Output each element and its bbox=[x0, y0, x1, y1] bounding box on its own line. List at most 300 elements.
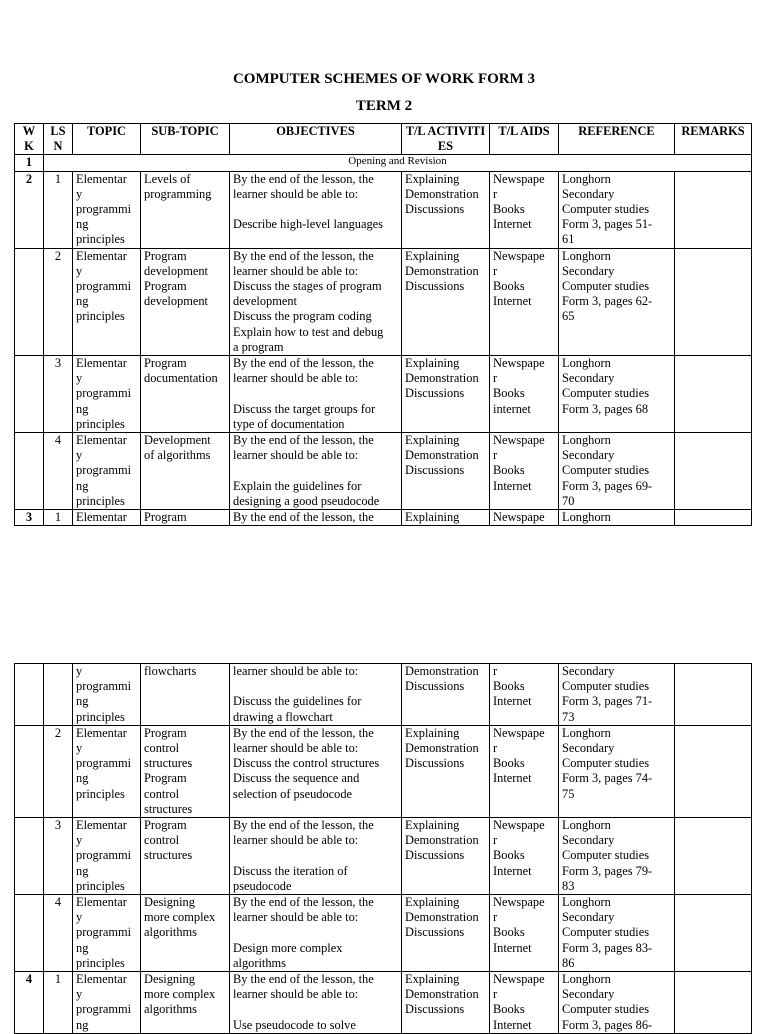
cell-line: learner should be able to: bbox=[233, 186, 359, 201]
cell-line: pseudocode bbox=[233, 878, 292, 893]
cell-line: Explaining bbox=[405, 356, 460, 371]
cell-line: Elementar bbox=[76, 972, 127, 987]
lesson-cell: 3 bbox=[44, 818, 73, 895]
cell-line: programmi bbox=[76, 1002, 132, 1017]
cell-line: Demonstration bbox=[405, 263, 479, 278]
cell-line: ng bbox=[76, 863, 89, 878]
subtopic-cell bbox=[141, 972, 230, 1034]
topic-cell bbox=[73, 818, 141, 895]
cell-line: learner should be able to: bbox=[233, 833, 359, 848]
aids-cell bbox=[490, 972, 559, 1034]
header-reference: REFERENCE bbox=[559, 124, 675, 155]
aids-cell bbox=[490, 171, 559, 248]
cell-line: control bbox=[144, 833, 180, 848]
subtopic-cell bbox=[141, 433, 230, 510]
header-subtopic: SUB-TOPIC bbox=[141, 124, 230, 155]
topic-cell bbox=[73, 972, 141, 1034]
cell-line: Secondary bbox=[562, 910, 615, 925]
cell-line: selection of pseudocode bbox=[233, 786, 353, 801]
cell-line: Demonstration bbox=[405, 987, 479, 1002]
cell-line: structures bbox=[144, 801, 193, 816]
cell-line: Secondary bbox=[562, 263, 615, 278]
cell-line: Discussions bbox=[405, 279, 465, 294]
cell-line: Demonstration bbox=[405, 186, 479, 201]
cell-line: learner should be able to: bbox=[233, 910, 359, 925]
scheme-table-page-1 bbox=[14, 123, 752, 526]
cell-line: Describe high-level languages bbox=[233, 217, 384, 232]
cell-line: r bbox=[493, 741, 498, 756]
cell-line: Form 3, pages 79- bbox=[562, 863, 653, 878]
table-header-row bbox=[15, 124, 752, 155]
cell-line: Discussions bbox=[405, 202, 465, 217]
cell-line: y bbox=[76, 833, 83, 848]
cell-line: Internet bbox=[493, 940, 532, 955]
week-cell bbox=[15, 664, 44, 726]
table-row bbox=[15, 725, 752, 817]
remarks-cell bbox=[675, 664, 752, 726]
cell-line: Books bbox=[493, 202, 525, 217]
cell-line: more complex bbox=[144, 910, 216, 925]
cell-line: Discuss the iteration of bbox=[233, 863, 348, 878]
cell-line: Elementar bbox=[76, 818, 127, 833]
objectives-cell bbox=[230, 818, 402, 895]
table-row bbox=[15, 433, 752, 510]
cell-line: programmi bbox=[76, 202, 132, 217]
cell-line: Form 3, pages 83- bbox=[562, 940, 653, 955]
cell-line: programmi bbox=[76, 679, 132, 694]
cell-line: Books bbox=[493, 279, 525, 294]
aids-cell bbox=[490, 510, 559, 526]
remarks-cell bbox=[675, 510, 752, 526]
cell-line: By the end of the lesson, the bbox=[233, 972, 374, 987]
cell-line: r bbox=[493, 263, 498, 278]
cell-line: By the end of the lesson, the bbox=[233, 433, 374, 448]
cell-line: Elementar bbox=[76, 356, 127, 371]
cell-line: Secondary bbox=[562, 371, 615, 386]
activities-cell bbox=[402, 972, 490, 1034]
cell-line: Development bbox=[144, 433, 211, 448]
cell-line: Explaining bbox=[405, 510, 460, 525]
cell-line: development bbox=[144, 263, 208, 278]
subtopic-cell bbox=[141, 248, 230, 355]
cell-line: programmi bbox=[76, 279, 132, 294]
lesson-cell: 1 bbox=[44, 972, 73, 1034]
cell-line: Internet bbox=[493, 694, 532, 709]
objectives-cell bbox=[230, 510, 402, 526]
objectives-cell bbox=[230, 895, 402, 972]
cell-line: Internet bbox=[493, 217, 532, 232]
header-lesson: LS N bbox=[44, 124, 73, 155]
cell-line: Explaining bbox=[405, 725, 460, 740]
cell-line: 70 bbox=[562, 493, 575, 508]
topic-cell bbox=[73, 725, 141, 817]
cell-line: Computer studies bbox=[562, 202, 650, 217]
table-row bbox=[15, 972, 752, 1034]
cell-line: control bbox=[144, 786, 180, 801]
cell-line: Elementar bbox=[76, 510, 127, 525]
cell-line: Form 3, pages 62- bbox=[562, 294, 653, 309]
week-cell bbox=[15, 725, 44, 817]
activities-cell bbox=[402, 171, 490, 248]
cell-line: y bbox=[76, 186, 83, 201]
cell-line: ng bbox=[76, 940, 89, 955]
header-tl-activities: T/L ACTIVITIES bbox=[402, 124, 490, 155]
cell-line: development bbox=[144, 294, 208, 309]
cell-line: Books bbox=[493, 1002, 525, 1017]
cell-line: Form 3, pages 51- bbox=[562, 217, 653, 232]
cell-line: Discussions bbox=[405, 1002, 465, 1017]
cell-line: algorithms bbox=[144, 925, 197, 940]
reference-cell bbox=[559, 356, 675, 433]
activities-cell bbox=[402, 664, 490, 726]
aids-cell bbox=[490, 725, 559, 817]
cell-line: Books bbox=[493, 463, 525, 478]
cell-line: Explaining bbox=[405, 171, 460, 186]
cell-line: y bbox=[76, 371, 83, 386]
cell-line: Program bbox=[144, 818, 187, 833]
header-week: W K bbox=[15, 124, 44, 155]
cell-line bbox=[233, 463, 398, 478]
cell-line: Levels of bbox=[144, 171, 191, 186]
cell-line: principles bbox=[76, 416, 125, 431]
week-cell bbox=[15, 433, 44, 510]
cell-line: Form 3, pages 68 bbox=[562, 401, 649, 416]
table-row bbox=[15, 248, 752, 355]
cell-line: Explaining bbox=[405, 895, 460, 910]
reference-cell bbox=[559, 972, 675, 1034]
header-topic: TOPIC bbox=[73, 124, 141, 155]
cell-line bbox=[233, 848, 398, 863]
lesson-cell: 3 bbox=[44, 356, 73, 433]
cell-line: a program bbox=[233, 339, 284, 354]
cell-line: type of documentation bbox=[233, 416, 345, 431]
cell-line: learner should be able to: bbox=[233, 448, 359, 463]
cell-line: Computer studies bbox=[562, 925, 650, 940]
reference-cell bbox=[559, 664, 675, 726]
cell-line: principles bbox=[76, 955, 125, 970]
table-row bbox=[15, 818, 752, 895]
cell-line: Books bbox=[493, 386, 525, 401]
cell-line: Books bbox=[493, 925, 525, 940]
reference-cell bbox=[559, 818, 675, 895]
aids-cell bbox=[490, 248, 559, 355]
cell-line: Demonstration bbox=[405, 741, 479, 756]
reference-cell bbox=[559, 725, 675, 817]
cell-line: Computer studies bbox=[562, 386, 650, 401]
cell-line: Computer studies bbox=[562, 1002, 650, 1017]
remarks-cell bbox=[675, 171, 752, 248]
lesson-cell: 2 bbox=[44, 725, 73, 817]
cell-line: documentation bbox=[144, 371, 218, 386]
cell-line: 65 bbox=[562, 309, 575, 324]
cell-line: Discuss the program coding bbox=[233, 309, 372, 324]
cell-line: Designing bbox=[144, 972, 195, 987]
cell-line: Internet bbox=[493, 294, 532, 309]
cell-line: Newspape bbox=[493, 433, 545, 448]
cell-line: learner should be able to: bbox=[233, 987, 359, 1002]
reference-cell bbox=[559, 248, 675, 355]
cell-line: Newspape bbox=[493, 972, 545, 987]
cell-line: By the end of the lesson, the bbox=[233, 818, 374, 833]
cell-line: of algorithms bbox=[144, 448, 211, 463]
cell-line: learner should be able to: bbox=[233, 664, 359, 678]
objectives-cell bbox=[230, 433, 402, 510]
remarks-cell bbox=[675, 972, 752, 1034]
cell-line: learner should be able to: bbox=[233, 741, 359, 756]
activities-cell bbox=[402, 725, 490, 817]
cell-line: principles bbox=[76, 309, 125, 324]
remarks-cell bbox=[675, 356, 752, 433]
topic-cell bbox=[73, 664, 141, 726]
activities-cell bbox=[402, 248, 490, 355]
cell-line: Secondary bbox=[562, 987, 615, 1002]
cell-line: drawing a flowchart bbox=[233, 709, 333, 724]
cell-line: Design more complex bbox=[233, 940, 343, 955]
aids-cell bbox=[490, 356, 559, 433]
cell-line: Discussions bbox=[405, 679, 465, 694]
cell-line: Program bbox=[144, 248, 187, 263]
cell-line: Newspape bbox=[493, 510, 545, 525]
table-row bbox=[15, 895, 752, 972]
header-tl-aids: T/L AIDS bbox=[490, 124, 559, 155]
activities-cell bbox=[402, 510, 490, 526]
cell-line: r bbox=[493, 910, 498, 925]
cell-line: y bbox=[76, 448, 83, 463]
cell-line: more complex bbox=[144, 987, 216, 1002]
cell-line: Computer studies bbox=[562, 756, 650, 771]
scheme-table-page-2 bbox=[14, 663, 752, 1034]
cell-line: Form 3, pages 74- bbox=[562, 771, 653, 786]
cell-line: Secondary bbox=[562, 664, 615, 678]
table-row bbox=[15, 510, 752, 526]
header-objectives: OBJECTIVES bbox=[230, 124, 402, 155]
cell-line: y bbox=[76, 741, 83, 756]
cell-line: Longhorn bbox=[562, 725, 611, 740]
cell-line: ng bbox=[76, 1017, 89, 1032]
cell-line: Computer studies bbox=[562, 679, 650, 694]
remarks-cell bbox=[675, 433, 752, 510]
cell-line: Elementar bbox=[76, 433, 127, 448]
remarks-cell bbox=[675, 248, 752, 355]
cell-line: Discuss the target groups for bbox=[233, 401, 376, 416]
objectives-cell bbox=[230, 725, 402, 817]
cell-line: Computer studies bbox=[562, 848, 650, 863]
cell-line bbox=[233, 386, 398, 401]
cell-line: learner should be able to: bbox=[233, 263, 359, 278]
subtopic-cell bbox=[141, 818, 230, 895]
cell-line: Demonstration bbox=[405, 371, 479, 386]
cell-line: r bbox=[493, 371, 498, 386]
cell-line bbox=[233, 202, 398, 217]
week-cell: 3 bbox=[15, 510, 44, 526]
cell-line: Newspape bbox=[493, 356, 545, 371]
cell-line: principles bbox=[76, 232, 125, 247]
cell-line: flowcharts bbox=[144, 664, 197, 678]
table-row bbox=[15, 356, 752, 433]
cell-line: Discuss the sequence and bbox=[233, 771, 360, 786]
cell-line bbox=[233, 925, 398, 940]
cell-line: development bbox=[233, 294, 297, 309]
cell-line: Newspape bbox=[493, 818, 545, 833]
cell-line: Demonstration bbox=[405, 833, 479, 848]
cell-line: Discussions bbox=[405, 925, 465, 940]
cell-line bbox=[233, 1002, 398, 1017]
week-cell: 2 bbox=[15, 171, 44, 248]
cell-line: principles bbox=[76, 709, 125, 724]
topic-cell bbox=[73, 433, 141, 510]
lesson-cell bbox=[44, 664, 73, 726]
reference-cell bbox=[559, 510, 675, 526]
cell-line: Newspape bbox=[493, 171, 545, 186]
activities-cell bbox=[402, 895, 490, 972]
lesson-cell: 1 bbox=[44, 171, 73, 248]
cell-line: principles bbox=[76, 878, 125, 893]
cell-line: programmi bbox=[76, 756, 132, 771]
reference-cell bbox=[559, 433, 675, 510]
topic-cell bbox=[73, 171, 141, 248]
cell-line: By the end of the lesson, the bbox=[233, 356, 374, 371]
cell-line: By the end of the lesson, the bbox=[233, 510, 374, 525]
cell-line: 61 bbox=[562, 232, 575, 247]
aids-cell bbox=[490, 895, 559, 972]
cell-line: ng bbox=[76, 217, 89, 232]
reference-cell bbox=[559, 895, 675, 972]
objectives-cell bbox=[230, 171, 402, 248]
lesson-cell: 1 bbox=[44, 510, 73, 526]
subtopic-cell bbox=[141, 664, 230, 726]
week-cell: 4 bbox=[15, 972, 44, 1034]
remarks-cell bbox=[675, 895, 752, 972]
cell-line: By the end of the lesson, the bbox=[233, 895, 374, 910]
week-cell bbox=[15, 818, 44, 895]
lesson-cell: 2 bbox=[44, 248, 73, 355]
cell-line: programmi bbox=[76, 463, 132, 478]
cell-line: Demonstration bbox=[405, 664, 479, 678]
cell-line: structures bbox=[144, 756, 193, 771]
cell-line: Program bbox=[144, 279, 187, 294]
cell-line: ng bbox=[76, 401, 89, 416]
cell-line: Designing bbox=[144, 895, 195, 910]
activities-cell bbox=[402, 356, 490, 433]
cell-line: Form 3, pages 86- bbox=[562, 1017, 653, 1032]
subtopic-cell bbox=[141, 725, 230, 817]
cell-line: 73 bbox=[562, 709, 575, 724]
cell-line: Internet bbox=[493, 478, 532, 493]
cell-line: Discuss the guidelines for bbox=[233, 694, 362, 709]
cell-line: Elementar bbox=[76, 725, 127, 740]
cell-line: internet bbox=[493, 401, 531, 416]
objectives-cell bbox=[230, 356, 402, 433]
cell-line: principles bbox=[76, 493, 125, 508]
cell-line: y bbox=[76, 664, 83, 678]
objectives-cell bbox=[230, 972, 402, 1034]
cell-line: Discussions bbox=[405, 463, 465, 478]
cell-line: Explaining bbox=[405, 433, 460, 448]
cell-line: Internet bbox=[493, 1017, 532, 1032]
cell-line: programmi bbox=[76, 925, 132, 940]
topic-cell bbox=[73, 895, 141, 972]
cell-line: programmi bbox=[76, 386, 132, 401]
table-row bbox=[15, 664, 752, 726]
cell-line: Longhorn bbox=[562, 356, 611, 371]
cell-line: Longhorn bbox=[562, 818, 611, 833]
cell-line: control bbox=[144, 741, 180, 756]
cell-line: Demonstration bbox=[405, 910, 479, 925]
week-cell bbox=[15, 895, 44, 972]
cell-line: Discussions bbox=[405, 756, 465, 771]
cell-line: y bbox=[76, 263, 83, 278]
cell-line bbox=[233, 679, 398, 694]
cell-line: Elementar bbox=[76, 895, 127, 910]
cell-line: ng bbox=[76, 478, 89, 493]
aids-cell bbox=[490, 664, 559, 726]
cell-line: Longhorn bbox=[562, 171, 611, 186]
subtopic-cell bbox=[141, 895, 230, 972]
cell-line: r bbox=[493, 833, 498, 848]
lesson-cell: 4 bbox=[44, 895, 73, 972]
reference-cell bbox=[559, 171, 675, 248]
aids-cell bbox=[490, 433, 559, 510]
cell-line: ng bbox=[76, 771, 89, 786]
cell-line: Secondary bbox=[562, 741, 615, 756]
cell-line: Books bbox=[493, 848, 525, 863]
cell-line: learner should be able to: bbox=[233, 371, 359, 386]
cell-line: 75 bbox=[562, 786, 575, 801]
cell-line: Explaining bbox=[405, 818, 460, 833]
cell-line: 83 bbox=[562, 878, 575, 893]
subtopic-cell bbox=[141, 171, 230, 248]
cell-line: r bbox=[493, 987, 498, 1002]
cell-line: Discussions bbox=[405, 386, 465, 401]
objectives-cell bbox=[230, 664, 402, 726]
cell-line: Longhorn bbox=[562, 248, 611, 263]
cell-line: Longhorn bbox=[562, 510, 611, 525]
aids-cell bbox=[490, 818, 559, 895]
cell-line: Explaining bbox=[405, 248, 460, 263]
cell-line: By the end of the lesson, the bbox=[233, 725, 374, 740]
cell-line: By the end of the lesson, the bbox=[233, 248, 374, 263]
cell-line: Use pseudocode to solve bbox=[233, 1017, 356, 1032]
objectives-cell bbox=[230, 248, 402, 355]
cell-line: Discussions bbox=[405, 848, 465, 863]
cell-line: ng bbox=[76, 294, 89, 309]
lesson-cell: 4 bbox=[44, 433, 73, 510]
cell-line: r bbox=[493, 186, 498, 201]
subtopic-cell bbox=[141, 510, 230, 526]
cell-line: Program bbox=[144, 771, 187, 786]
cell-line: structures bbox=[144, 848, 193, 863]
remarks-cell bbox=[675, 725, 752, 817]
cell-line: Computer studies bbox=[562, 463, 650, 478]
cell-line: Newspape bbox=[493, 725, 545, 740]
activities-cell bbox=[402, 818, 490, 895]
cell-line: y bbox=[76, 987, 83, 1002]
topic-cell bbox=[73, 356, 141, 433]
cell-line: designing a good pseudocode bbox=[233, 493, 380, 508]
cell-line: programmi bbox=[76, 848, 132, 863]
table-row bbox=[15, 171, 752, 248]
cell-line: Books bbox=[493, 679, 525, 694]
header-remarks: REMARKS bbox=[675, 124, 752, 155]
document-title: COMPUTER SCHEMES OF WORK FORM 3 bbox=[232, 71, 536, 87]
cell-line: Explain the guidelines for bbox=[233, 478, 362, 493]
week-cell bbox=[15, 356, 44, 433]
cell-line: Explaining bbox=[405, 972, 460, 987]
cell-line: Books bbox=[493, 756, 525, 771]
cell-line: Longhorn bbox=[562, 895, 611, 910]
cell-line: Program bbox=[144, 356, 187, 371]
opening-week: 1 bbox=[15, 155, 44, 171]
